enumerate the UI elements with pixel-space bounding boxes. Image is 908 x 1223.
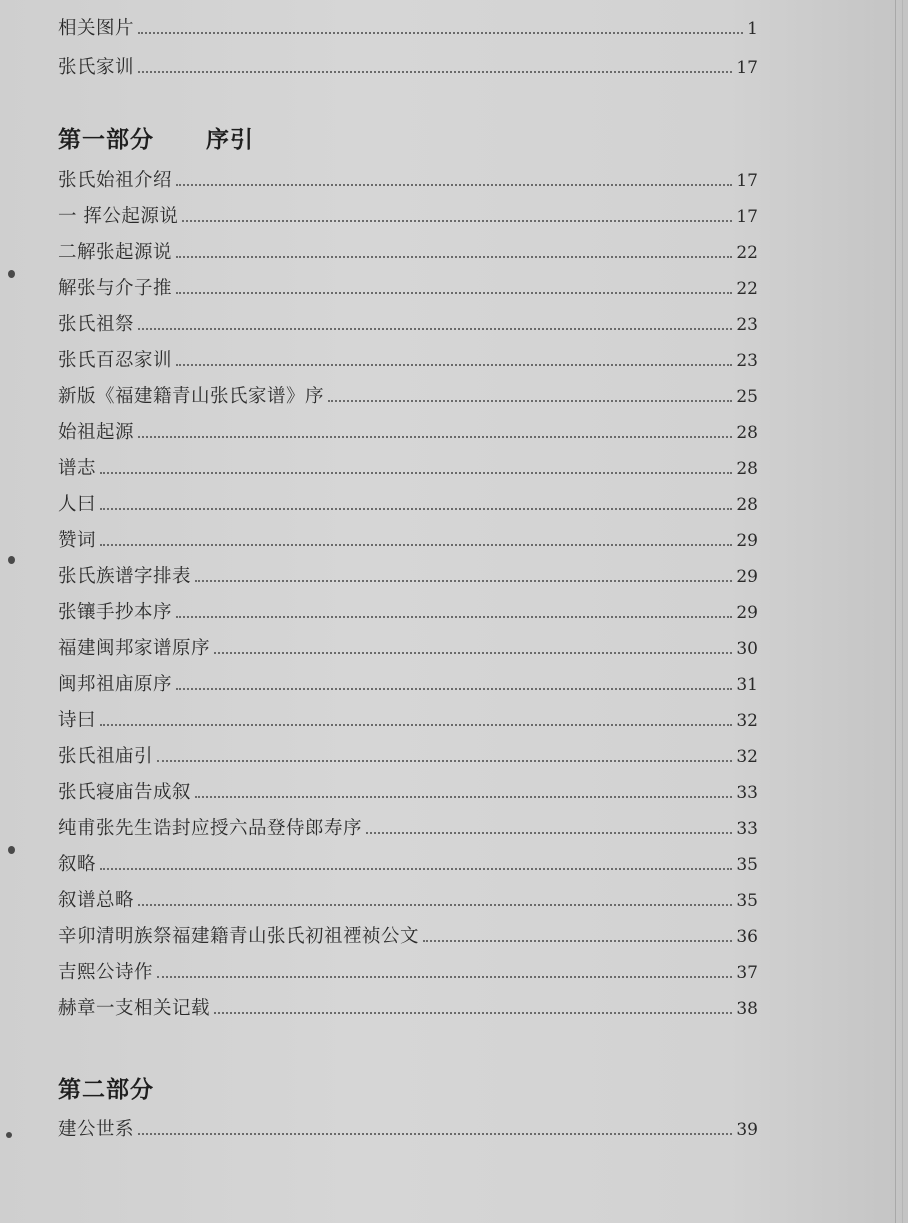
toc-entry-page-number: 29 bbox=[736, 603, 758, 623]
toc-entry-title: 赫章一支相关记载 bbox=[58, 997, 211, 1019]
toc-entry[interactable] bbox=[58, 916, 758, 946]
dot-leader bbox=[100, 723, 732, 726]
toc-entry-title: 福建闽邦家谱原序 bbox=[58, 637, 211, 659]
toc-entry-title: 新版《福建籍青山张氏家谱》序 bbox=[58, 385, 325, 407]
toc-entry[interactable] bbox=[58, 700, 758, 730]
toc-entry[interactable] bbox=[58, 340, 758, 370]
toc-entry-title: 张氏家训 bbox=[58, 56, 135, 78]
toc-entry-page-number: 33 bbox=[736, 819, 758, 839]
toc-entry[interactable] bbox=[58, 952, 758, 982]
toc-entry-title: 张氏祖庙引 bbox=[58, 745, 154, 767]
toc-entry-title: 诗曰 bbox=[58, 709, 97, 731]
toc-entry-title: 建公世系 bbox=[58, 1118, 135, 1140]
toc-entry-page-number: 32 bbox=[736, 747, 758, 767]
toc-entry[interactable] bbox=[58, 520, 758, 550]
part1-title: 第一部分 bbox=[58, 127, 154, 153]
toc-entry[interactable] bbox=[58, 8, 758, 38]
part2-title: 第二部分 bbox=[58, 1077, 154, 1103]
toc-entry-page-number: 22 bbox=[736, 279, 758, 299]
toc-entry-page-number: 23 bbox=[736, 351, 758, 371]
binding-hole bbox=[8, 270, 15, 278]
toc-entry-page-number: 28 bbox=[736, 423, 758, 443]
toc-entry-page-number: 17 bbox=[736, 58, 758, 78]
toc-entry-page-number: 30 bbox=[736, 639, 758, 659]
toc-entry-title: 一 挥公起源说 bbox=[58, 205, 179, 227]
part1-heading bbox=[58, 121, 254, 154]
toc-entry-page-number: 35 bbox=[736, 891, 758, 911]
toc-entry-page-number: 1 bbox=[747, 19, 758, 39]
toc-entry-title: 人曰 bbox=[58, 493, 97, 515]
toc-entry[interactable] bbox=[58, 232, 758, 262]
toc-entry-title: 相关图片 bbox=[58, 17, 135, 39]
toc-entry-page-number: 35 bbox=[736, 855, 758, 875]
dot-leader bbox=[138, 327, 732, 330]
toc-entry[interactable] bbox=[58, 196, 758, 226]
toc-entry-title: 吉熙公诗作 bbox=[58, 961, 154, 983]
toc-entry-title: 张氏百忍家训 bbox=[58, 349, 173, 371]
page-edge-line bbox=[895, 0, 896, 1223]
toc-entry-page-number: 37 bbox=[736, 963, 758, 983]
page-edge-line bbox=[902, 0, 903, 1223]
toc-entry[interactable] bbox=[58, 376, 758, 406]
toc-entry-page-number: 29 bbox=[736, 567, 758, 587]
toc-entry-page-number: 31 bbox=[736, 675, 758, 695]
toc-entry[interactable] bbox=[58, 268, 758, 298]
toc-entry[interactable] bbox=[58, 484, 758, 514]
toc-entry-page-number: 39 bbox=[736, 1120, 758, 1140]
toc-entry-title: 纯甫张先生诰封应授六品登侍郎寿序 bbox=[58, 817, 363, 839]
toc-entry[interactable] bbox=[58, 412, 758, 442]
toc-entry-page-number: 23 bbox=[736, 315, 758, 335]
dot-leader bbox=[176, 363, 732, 366]
toc-entry-title: 叙略 bbox=[58, 853, 97, 875]
dot-leader bbox=[100, 867, 732, 870]
toc-entry-page-number: 22 bbox=[736, 243, 758, 263]
dot-leader bbox=[176, 615, 732, 618]
toc-entry-page-number: 25 bbox=[736, 387, 758, 407]
toc-entry-title: 张镶手抄本序 bbox=[58, 601, 173, 623]
binding-hole bbox=[8, 556, 15, 564]
toc-entry[interactable] bbox=[58, 304, 758, 334]
toc-entry-title: 解张与介子推 bbox=[58, 277, 173, 299]
toc-entry[interactable] bbox=[58, 47, 758, 77]
dot-leader bbox=[195, 579, 732, 582]
toc-entry[interactable] bbox=[58, 988, 758, 1018]
toc-entry-title: 辛卯清明族祭福建籍青山张氏初祖禋祯公文 bbox=[58, 925, 420, 947]
toc-entry[interactable] bbox=[58, 664, 758, 694]
toc-entry-page-number: 38 bbox=[736, 999, 758, 1019]
toc-entry-title: 叙谱总略 bbox=[58, 889, 135, 911]
binding-hole bbox=[6, 1132, 12, 1138]
dot-leader bbox=[182, 219, 732, 222]
part1-subtitle: 序引 bbox=[206, 127, 254, 153]
toc-entry[interactable] bbox=[58, 628, 758, 658]
toc-entry[interactable] bbox=[58, 1109, 758, 1139]
toc-entry-title: 张氏始祖介绍 bbox=[58, 169, 173, 191]
toc-entry[interactable] bbox=[58, 880, 758, 910]
dot-leader bbox=[176, 291, 732, 294]
toc-entry[interactable] bbox=[58, 772, 758, 802]
dot-leader bbox=[366, 831, 732, 834]
toc-entry-page-number: 32 bbox=[736, 711, 758, 731]
toc-entry-page-number: 33 bbox=[736, 783, 758, 803]
toc-entry-page-number: 17 bbox=[736, 207, 758, 227]
dot-leader bbox=[423, 939, 732, 942]
toc-entry-page-number: 28 bbox=[736, 495, 758, 515]
toc-entry-page-number: 36 bbox=[736, 927, 758, 947]
part2-heading bbox=[58, 1071, 154, 1104]
dot-leader bbox=[138, 435, 732, 438]
toc-entry[interactable] bbox=[58, 592, 758, 622]
dot-leader bbox=[214, 651, 732, 654]
dot-leader bbox=[138, 70, 732, 73]
dot-leader bbox=[138, 903, 732, 906]
toc-entry-title: 谱志 bbox=[58, 457, 97, 479]
dot-leader bbox=[138, 31, 743, 34]
dot-leader bbox=[138, 1132, 732, 1135]
dot-leader bbox=[176, 183, 732, 186]
dot-leader bbox=[100, 471, 732, 474]
toc-entry-title: 张氏族谱字排表 bbox=[58, 565, 192, 587]
dot-leader bbox=[328, 399, 732, 402]
dot-leader bbox=[100, 507, 732, 510]
toc-entry[interactable] bbox=[58, 448, 758, 478]
toc-entry[interactable] bbox=[58, 736, 758, 766]
toc-entry[interactable] bbox=[58, 556, 758, 586]
toc-entry[interactable] bbox=[58, 160, 758, 190]
toc-entry-title: 二解张起源说 bbox=[58, 241, 173, 263]
toc-entry-title: 张氏祖祭 bbox=[58, 313, 135, 335]
dot-leader bbox=[176, 255, 732, 258]
toc-entry-page-number: 29 bbox=[736, 531, 758, 551]
toc-entry-page-number: 28 bbox=[736, 459, 758, 479]
dot-leader bbox=[157, 759, 732, 762]
binding-hole bbox=[8, 846, 15, 854]
toc-entry[interactable] bbox=[58, 808, 758, 838]
dot-leader bbox=[157, 975, 732, 978]
dot-leader bbox=[100, 543, 732, 546]
toc-entry-page-number: 17 bbox=[736, 171, 758, 191]
dot-leader bbox=[176, 687, 732, 690]
toc-entry-title: 张氏寝庙告成叙 bbox=[58, 781, 192, 803]
toc-entry-title: 闽邦祖庙原序 bbox=[58, 673, 173, 695]
toc-entry-title: 始祖起源 bbox=[58, 421, 135, 443]
toc-entry-title: 赞词 bbox=[58, 529, 97, 551]
dot-leader bbox=[214, 1011, 732, 1014]
toc-entry[interactable] bbox=[58, 844, 758, 874]
dot-leader bbox=[195, 795, 732, 798]
